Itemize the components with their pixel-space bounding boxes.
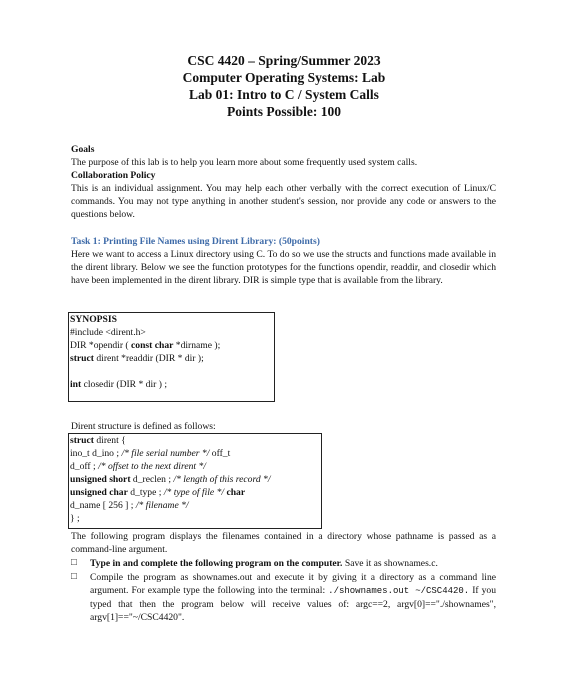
dirent-line-6: d_name [ 256 ] ; /* filename */ (70, 500, 189, 511)
program-text: The following program displays the filenames contained in a directory whose pathname is passed as a command-line argument. (71, 531, 496, 555)
synopsis-closedir: int closedir (DIR * dir ) ; (70, 379, 167, 390)
synopsis-include: #include <dirent.h> (70, 327, 146, 338)
goals-text: The purpose of this lab is to help you learn more about some frequently used system calls. (71, 157, 418, 168)
collab-text: This is an individual assignment. You may help each other verbally with the correct execution of Linux/C commands. You may not type anything in another student's session, nor provide any code or answers to the questions below. (71, 183, 496, 220)
dirent-line-7: } ; (70, 513, 80, 524)
goals-heading: Goals (71, 144, 95, 155)
header-line-4: Points Possible: 100 (226, 104, 341, 119)
synopsis-readdir: struct dirent *readdir (DIR * dir ); (70, 353, 204, 364)
dirent-box (68, 433, 322, 529)
header-line-3: Lab 01: Intro to C / System Calls (189, 87, 379, 102)
synopsis-opendir: DIR *opendir ( const char *dirname ); (70, 340, 221, 351)
dirent-line-4: unsigned short d_reclen ; /* length of this record */ (70, 474, 271, 485)
synopsis-box (68, 312, 275, 402)
bullet-box-icon: □ (71, 557, 77, 568)
dirent-line-2: ino_t d_ino ; /* file serial number */ off_t (70, 448, 231, 459)
dirent-line-5: unsigned char d_type ; /* type of file */ char (70, 487, 246, 498)
header-line-1: CSC 4420 – Spring/Summer 2023 (187, 53, 381, 68)
dirent-line-1: struct dirent { (70, 435, 126, 446)
task1-text: Here we want to access a Linux directory using C. To do so we use the structs and functions made available in the dirent library. Below we see the function prototypes for the functions opendir, readdir, and closedir which have been implemented in the dirent library. DIR is simple type that is available from the library. (71, 249, 496, 286)
bullet-1: Type in and complete the following program on the computer. Save it as shownames.c. (90, 558, 438, 569)
synopsis-title: SYNOPSIS (70, 314, 117, 325)
dirent-line-3: d_off ; /* offset to the next dirent */ (70, 461, 206, 472)
bullet-2: Compile the program as shownames.out and execute it by giving it a directory as a command line argument. For example type the following into the terminal: ./shownames.out ~/CSC4420. If you typed that then the program below will receive values of: argc==2, argv[0]=="./shownames", argv[1]=="~/CSC4420". (90, 572, 496, 623)
collab-heading: Collaboration Policy (71, 170, 156, 181)
bullet-box-icon: □ (71, 571, 77, 582)
dirent-intro: Dirent structure is defined as follows: (71, 421, 216, 432)
header-line-2: Computer Operating Systems: Lab (182, 70, 386, 85)
task1-heading: Task 1: Printing File Names using Dirent Library: (50points) (71, 236, 320, 247)
